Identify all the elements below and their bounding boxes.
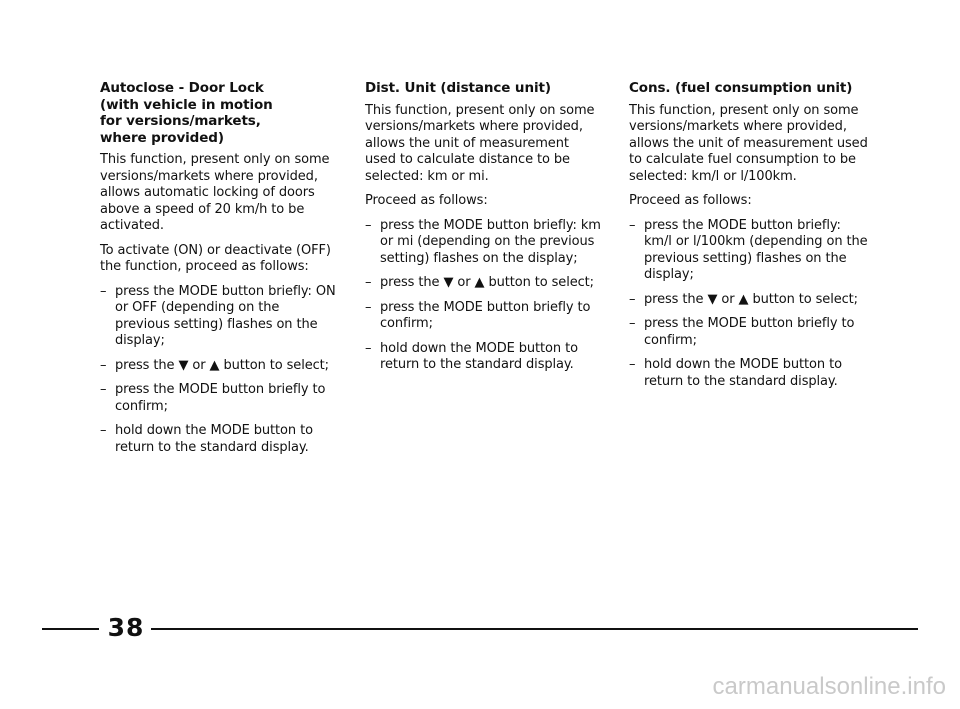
column-distance-unit bbox=[365, 80, 601, 382]
step-item: – hold down the MODE button to return to the standard display. bbox=[365, 341, 601, 374]
paragraph: Proceed as follows: bbox=[629, 193, 752, 208]
step-item: – press the ▼ or ▲ button to select; bbox=[365, 275, 601, 292]
paragraph: Proceed as follows: bbox=[365, 193, 488, 208]
step-item: – press the MODE button briefly: km or mi (depending on the previous setting) flashes on the display; bbox=[365, 218, 601, 268]
paragraph: This function, present only on some versions/markets where provided, allows automatic locking of doors above a speed of 20 km/h to be activated. bbox=[100, 152, 330, 233]
watermark: carmanualsonline.info bbox=[712, 673, 946, 700]
step-item: – press the MODE button briefly to confirm; bbox=[629, 316, 869, 349]
footer-rule-right bbox=[151, 628, 918, 630]
step-item: – press the MODE button briefly to confirm; bbox=[365, 300, 601, 333]
step-item: – press the MODE button briefly: ON or OFF (depending on the previous setting) flashes on the display; bbox=[100, 284, 336, 350]
step-item: – press the ▼ or ▲ button to select; bbox=[629, 292, 869, 309]
paragraph: This function, present only on some versions/markets where provided, allows the unit of measurement used to calculate distance to be selected: km or mi. bbox=[365, 102, 595, 184]
section-heading: Autoclose - Door Lock (with vehicle in motion for versions/markets, where provided) bbox=[100, 80, 273, 146]
column-consumption-unit bbox=[629, 80, 869, 398]
step-item: – press the ▼ or ▲ button to select; bbox=[100, 358, 336, 375]
step-item: – press the MODE button briefly: km/l or l/100km (depending on the previous setting) flashes on the display; bbox=[629, 218, 869, 284]
step-item: – hold down the MODE button to return to the standard display. bbox=[100, 423, 336, 456]
paragraph: To activate (ON) or deactivate (OFF) the function, proceed as follows: bbox=[100, 242, 331, 274]
step-item: – hold down the MODE button to return to the standard display. bbox=[629, 357, 869, 390]
section-heading: Cons. (fuel consumption unit) bbox=[629, 80, 853, 96]
page-number: 38 bbox=[107, 613, 145, 642]
footer-rule-left bbox=[42, 628, 99, 630]
step-item: – press the MODE button briefly to confirm; bbox=[100, 382, 336, 415]
section-heading: Dist. Unit (distance unit) bbox=[365, 80, 551, 96]
paragraph: This function, present only on some versions/markets where provided, allows the unit of measurement used to calculate fuel consumption to be selected: km/l or l/100km. bbox=[629, 102, 868, 184]
steps-list bbox=[629, 218, 869, 391]
column-autoclose bbox=[100, 80, 336, 464]
steps-list bbox=[365, 218, 601, 374]
steps-list bbox=[100, 284, 336, 457]
